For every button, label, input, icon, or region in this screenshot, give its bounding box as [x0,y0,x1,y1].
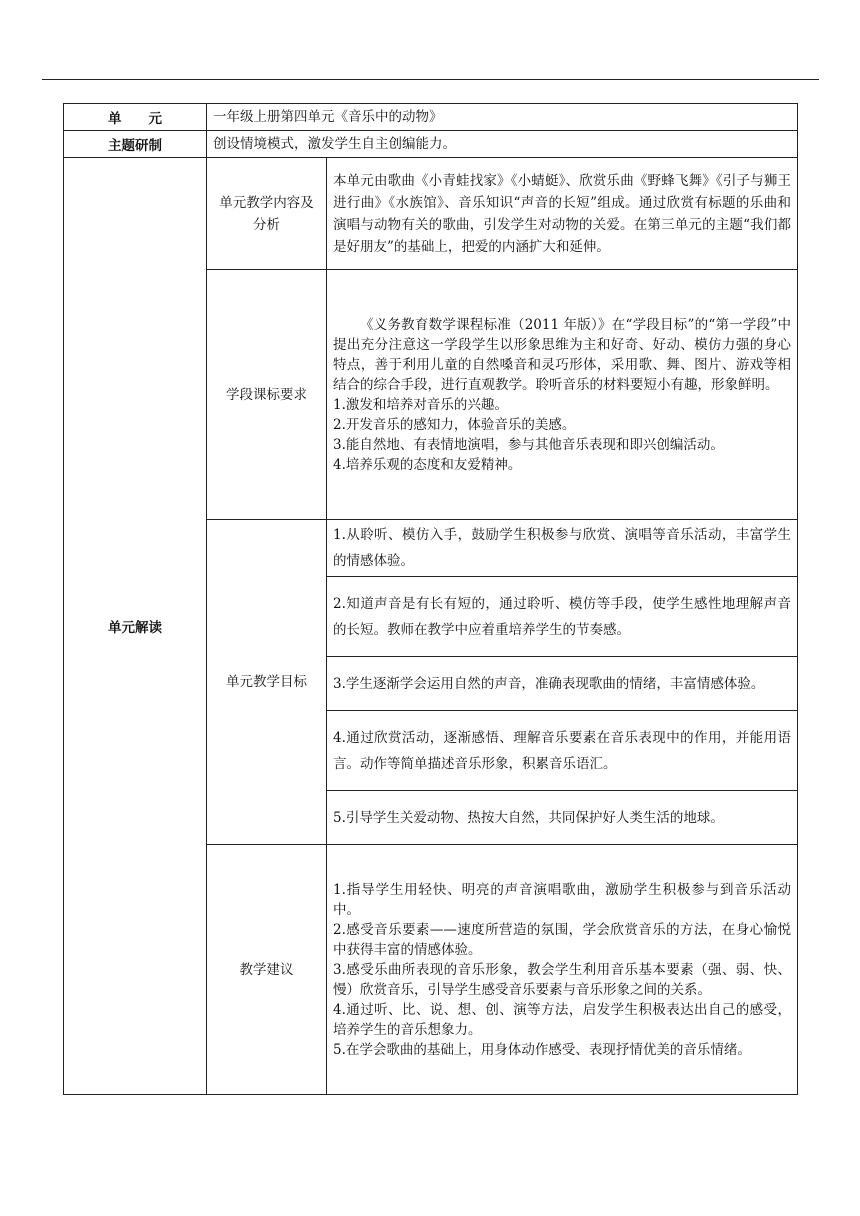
standards-cell [327,270,798,520]
goal-item: 3.学生逐渐学会运用自然的声音，准确表现歌曲的情绪，丰富情感体验。 [327,657,798,711]
standards-item: 1.激发和培养对音乐的兴趣。 [333,396,508,413]
goal-item: 4.通过欣赏活动，逐渐感悟、理解音乐要素在音乐表现中的作用，并能用语言。动作等简单描述音乐形象，积累音乐语汇。 [327,711,798,791]
theme-value: 创设情境模式，激发学生自主创编能力。 [207,131,798,158]
content-label: 单元教学内容及分析 [207,158,327,270]
suggestion-item: 1.指导学生用轻快、明亮的声音演唱歌曲，激励学生积极参与到音乐活动中。 [333,881,791,918]
theme-row [64,131,798,158]
header-rule [42,79,819,80]
unit-value: 一年级上册第四单元《音乐中的动物》 [207,104,798,131]
goal-item: 1.从聆听、模仿入手，鼓励学生积极参与欣赏、演唱等音乐活动，丰富学生的情感体验。 [327,520,798,577]
goal-item: 5.引导学生关爱动物、热按大自然，共同保护好人类生活的地球。 [327,791,798,845]
suggestion-item: 3.感受乐曲所表现的音乐形象，教会学生利用音乐基本要素（强、弱、快、慢）欣赏音乐，引导学生感受音乐要素与音乐形象之间的关系。 [333,961,791,998]
standards-intro: 《义务教育数学课程标准（2011 年版）》在“学段目标”的“第一学段”中提出充分注意这一学段学生以形象思维为主和好奇、好动、模仿力强的身心特点，善于利用儿童的自然嗓音和灵巧形体，采用歌、舞、图片、游戏等相结合的综合手段，进行直观教学。聆听音乐的材料要短小有趣，形象鲜明。 [333,316,791,393]
standards-label: 学段课标要求 [207,270,327,520]
suggestions-cell [327,845,798,1095]
interpretation-label: 单元解读 [64,158,207,1095]
unit-row [64,104,798,131]
unit-plan-table [63,103,798,1095]
content-text: 本单元由歌曲《小青蛙找家》《小蜻蜓》、欣赏乐曲《野蜂飞舞》《引子与狮王进行曲》《水族馆》、音乐知识“声音的长短”组成。通过欣赏有标题的乐曲和演唱与动物有关的歌曲，引发学生对动物的关爱。在第三单元的主题“我们都是好朋友”的基础上，把爱的内涵扩大和延伸。 [327,158,798,270]
suggestion-item: 2.感受音乐要素——速度所营造的氛围，学会欣赏音乐的方法，在身心愉悦中获得丰富的情感体验。 [333,921,791,958]
suggestions-label: 教学建议 [207,845,327,1095]
standards-item: 2.开发音乐的感知力，体验音乐的美感。 [333,416,576,433]
goal-item: 2.知道声音是有长有短的，通过聆听、模仿等手段，使学生感性地理解声音的长短。教师在教学中应着重培养学生的节奏感。 [327,577,798,657]
unit-label: 单 元 [64,104,207,131]
suggestion-item: 5.在学会歌曲的基础上，用身体动作感受、表现抒情优美的音乐情绪。 [333,1041,751,1058]
suggestion-item: 4.通过听、比、说、想、创、演等方法，启发学生积极表达出自己的感受，培养学生的音乐想象力。 [333,1001,791,1038]
content-row [64,158,798,270]
theme-label: 主题研制 [64,131,207,158]
goals-label: 单元教学目标 [207,520,327,845]
standards-item: 3.能自然地、有表情地演唱，参与其他音乐表现和即兴创编活动。 [333,436,724,453]
standards-item: 4.培养乐观的态度和友爱精神。 [333,456,522,473]
